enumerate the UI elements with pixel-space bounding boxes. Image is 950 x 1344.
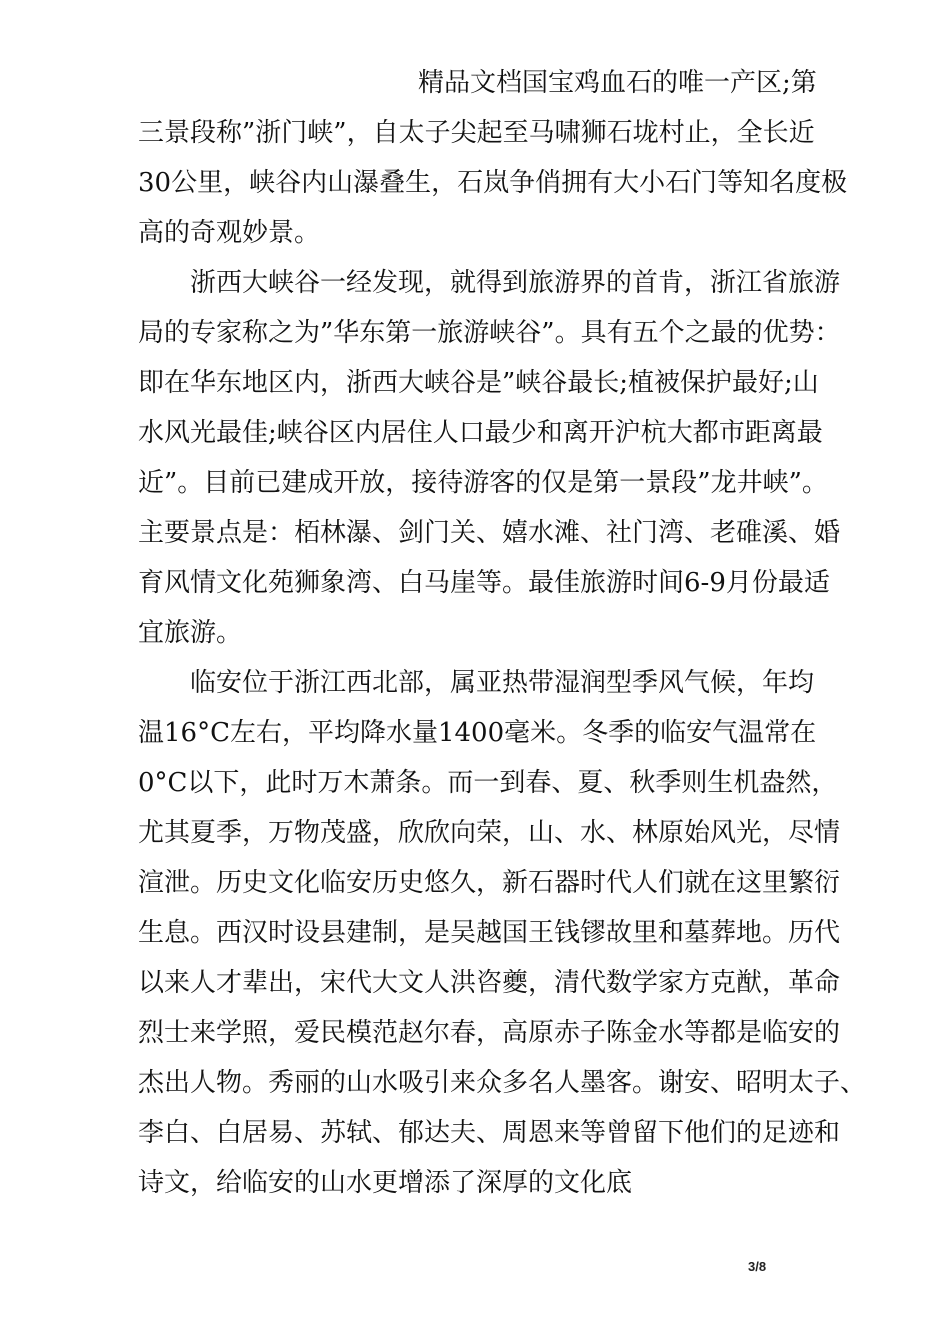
paragraph-start-line: 临安位于浙江西北部，属亚热带湿润型季风气候，年均 bbox=[190, 668, 815, 698]
text-line: 0°C以下，此时万木萧条。而一到春、夏、秋季则生机盎然， bbox=[138, 768, 838, 798]
text-line: 尤其夏季，万物茂盛，欣欣向荣，山、水、林原始风光，尽情 bbox=[138, 818, 841, 848]
text-line: 烈士来学照，爱民模范赵尔春，高原赤子陈金水等都是临安的 bbox=[138, 1018, 841, 1048]
text-line: 诗文，给临安的山水更增添了深厚的文化底 bbox=[138, 1168, 633, 1198]
text-line: 生息。西汉时设县建制，是吴越国王钱镠故里和墓葬地。历代 bbox=[138, 918, 841, 948]
text-line: 育风情文化苑狮象湾、白马崖等。最佳旅游时间6-9月份最适 bbox=[138, 568, 830, 598]
paragraph-start-line: 浙西大峡谷一经发现，就得到旅游界的首肯，浙江省旅游 bbox=[190, 268, 841, 298]
text-line: 三景段称”浙门峡”，自太子尖起至马啸狮石垅村止，全长近 bbox=[138, 118, 815, 148]
text-line: 高的奇观妙景。 bbox=[138, 218, 321, 248]
text-line: 局的专家称之为”华东第一旅游峡谷”。具有五个之最的优势： bbox=[138, 318, 841, 348]
text-line: 即在华东地区内，浙西大峡谷是”峡谷最长;植被保护最好;山 bbox=[138, 368, 819, 398]
text-line: 渲泄。历史文化临安历史悠久，新石器时代人们就在这里繁衍 bbox=[138, 868, 841, 898]
header-line: 精品文档国宝鸡血石的唯一产区;第 bbox=[418, 68, 817, 98]
text-line: 水风光最佳;峡谷区内居住人口最少和离开沪杭大都市距离最 bbox=[138, 418, 823, 448]
text-line: 温16°C左右，平均降水量1400毫米。冬季的临安气温常在 bbox=[138, 718, 817, 748]
text-line: 李白、白居易、苏轼、郁达夫、周恩来等曾留下他们的足迹和 bbox=[138, 1118, 841, 1148]
text-line: 宜旅游。 bbox=[138, 618, 243, 648]
text-line: 近”。目前已建成开放，接待游客的仅是第一景段”龙井峡”。 bbox=[138, 468, 828, 498]
page-number: 3/8 bbox=[748, 1259, 767, 1274]
text-line: 杰出人物。秀丽的山水吸引来众多名人墨客。谢安、昭明太子、 bbox=[138, 1068, 867, 1098]
text-line: 以来人才辈出，宋代大文人洪咨夔，清代数学家方克猷，革命 bbox=[138, 968, 841, 998]
text-line: 30公里，峡谷内山瀑叠生，石岚争俏拥有大小石门等知名度极 bbox=[138, 168, 848, 198]
text-line: 主要景点是：栢林瀑、剑门关、嬉水滩、社门湾、老碓溪、婚 bbox=[138, 518, 841, 548]
